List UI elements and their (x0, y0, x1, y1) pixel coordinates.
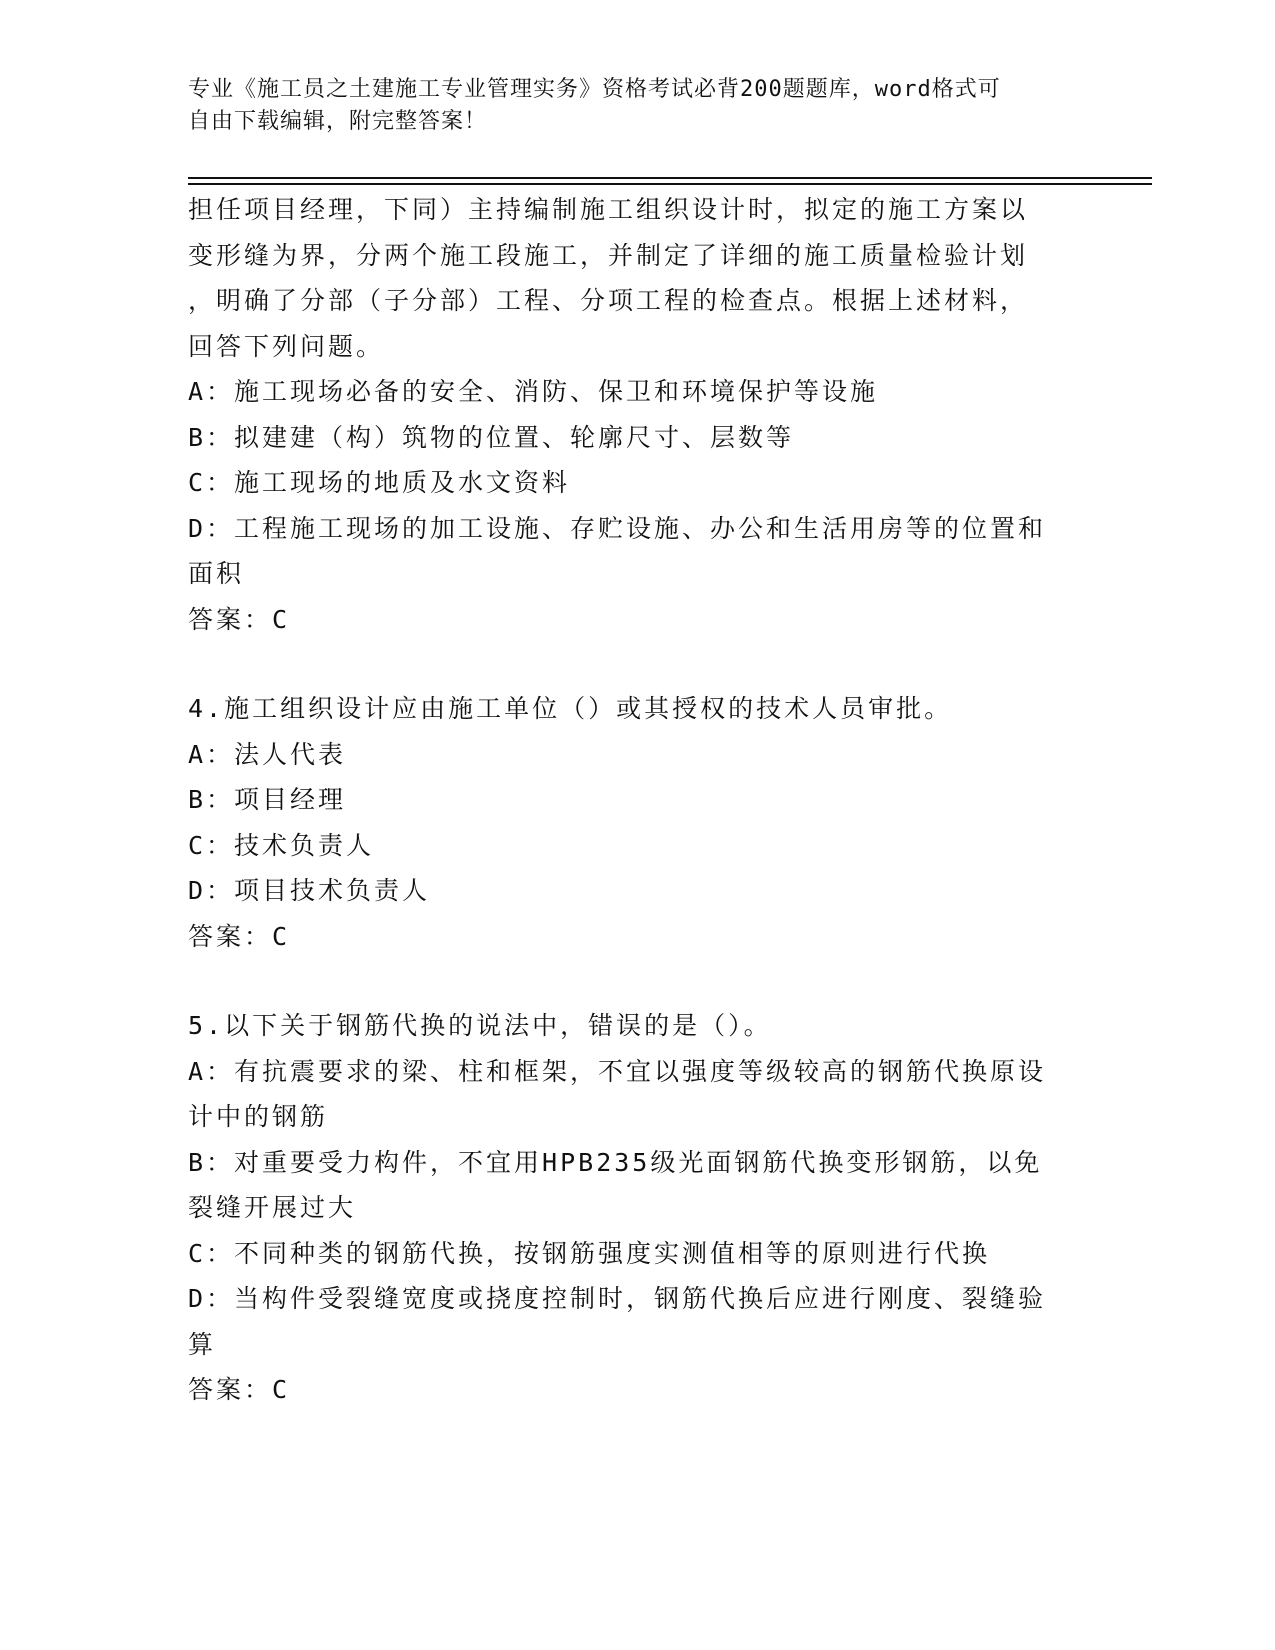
question-5-option-d: D：当构件受裂缝宽度或挠度控制时，钢筋代换后应进行刚度、裂缝验 (188, 1284, 1047, 1313)
question-5-option-b: B：对重要受力构件，不宜用HPB235级光面钢筋代换变形钢筋，以免 (188, 1147, 1043, 1177)
question-4-block (188, 686, 1088, 959)
question-5-option-b-continued: 裂缝开展过大 (188, 1193, 357, 1222)
question-5-text: 5.以下关于钢筋代换的说法中，错误的是（）。 (188, 1011, 772, 1040)
document-header (188, 74, 1088, 138)
question-4-text: 4.施工组织设计应由施工单位（）或其授权的技术人员审批。 (188, 694, 953, 723)
question-3-option-a: A：施工现场必备的安全、消防、保卫和环境保护等设施 (188, 377, 879, 406)
question-4-option-c: C：技术负责人 (188, 830, 375, 860)
spacer (188, 642, 1088, 686)
question-5-option-d-continued: 算 (188, 1329, 217, 1359)
question-5-option-a-continued: 计中的钢筋 (188, 1102, 329, 1131)
header-line-2: 自由下载编辑，附完整答案！ (188, 109, 488, 134)
question-4-answer: 答案：C (188, 921, 291, 951)
question-3-block (188, 187, 1088, 642)
header-line-1: 专业《施工员之土建施工专业管理实务》资格考试必背200题题库，word格式可 (188, 77, 1001, 102)
question-3-text-line: 变形缝为界，分两个施工段施工，并制定了详细的施工质量检验计划 (188, 240, 1029, 270)
question-3-text-line: 回答下列问题。 (188, 331, 385, 361)
question-4-option-a: A：法人代表 (188, 739, 347, 769)
spacer (188, 959, 1088, 1003)
question-3-option-d: D：工程施工现场的加工设施、存贮设施、办公和生活用房等的位置和 (188, 513, 1047, 543)
question-4-option-d: D：项目技术负责人 (188, 876, 431, 905)
question-3-text-line: ，明确了分部（子分部）工程、分项工程的检查点。根据上述材料， (188, 286, 1029, 315)
question-3-answer: 答案：C (188, 604, 291, 634)
question-4-option-b: B：项目经理 (188, 785, 347, 814)
question-3-option-b: B：拟建建（构）筑物的位置、轮廓尺寸、层数等 (188, 422, 795, 452)
header-divider-top (188, 177, 1152, 179)
question-5-option-c: C：不同种类的钢筋代换，按钢筋强度实测值相等的原则进行代换 (188, 1238, 991, 1268)
question-3-text-line: 担任项目经理，下同）主持编制施工组织设计时，拟定的施工方案以 (188, 195, 1029, 224)
document-body (188, 187, 1088, 1413)
question-5-answer: 答案：C (188, 1375, 291, 1404)
question-5-option-a: A：有抗震要求的梁、柱和框架，不宜以强度等级较高的钢筋代换原设 (188, 1056, 1047, 1086)
question-3-option-c: C：施工现场的地质及水文资料 (188, 468, 571, 497)
header-divider-bottom (188, 183, 1152, 185)
question-5-block (188, 1003, 1088, 1413)
question-3-option-d-continued: 面积 (188, 559, 245, 588)
